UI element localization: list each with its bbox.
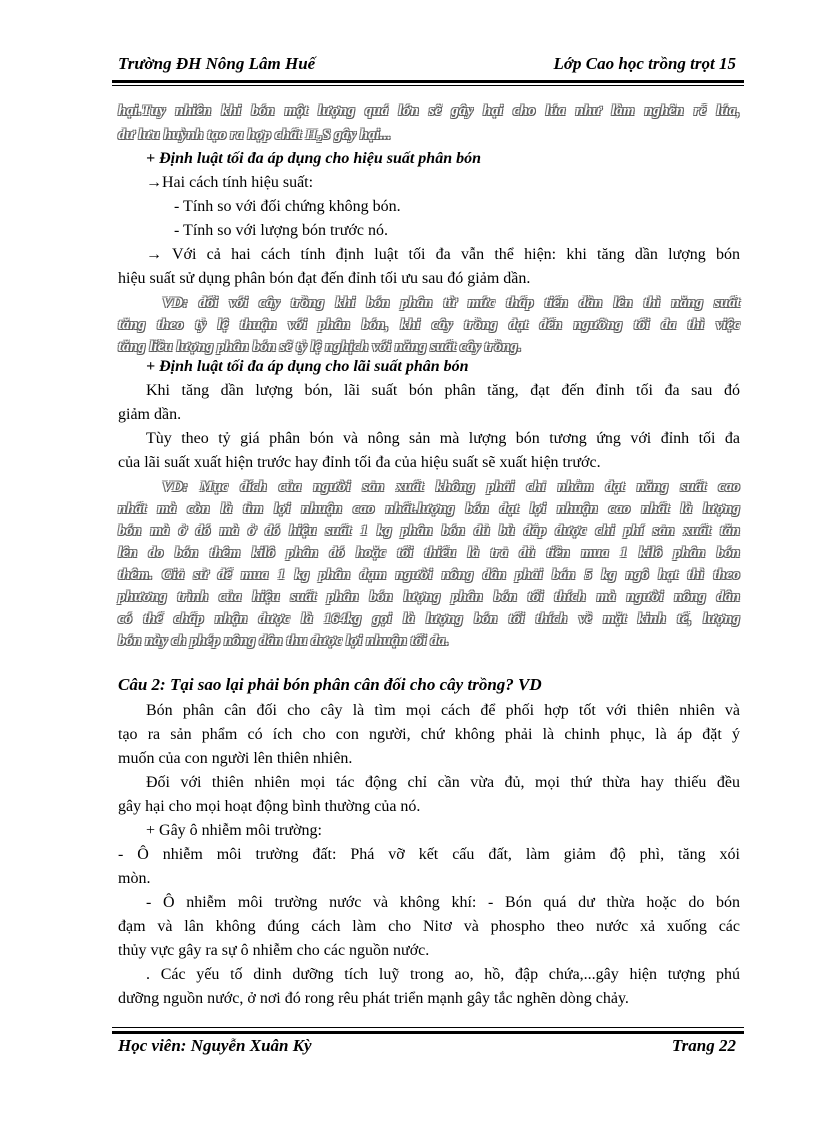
example-line: nhất mà còn là tìm lợi nhuận cao nhất.lượng bón đạt lợi nhuận cao nhất là lượng	[118, 501, 740, 517]
subheading-hieu-suat: + Định luật tối đa áp dụng cho hiệu suất phân bón	[146, 150, 481, 167]
header-class: Lớp Cao học trồng trọt 15	[553, 54, 736, 73]
body-line: hiệu suất sử dụng phân bón đạt đến đỉnh tối ưu sau đó giảm dần.	[118, 270, 531, 287]
footer-page-number: Trang 22	[671, 1036, 736, 1055]
body-line: + Gây ô nhiễm môi trường:	[146, 822, 322, 839]
body-line: Bón phân cân đối cho cây là tìm mọi cách để phối hợp tốt với thiên nhiên và	[146, 702, 740, 719]
body-line: → Với cả hai cách tính định luật tối đa vẫn thể hiện: khi tăng dần lượng bón	[146, 246, 740, 263]
header-rule-thick	[112, 80, 744, 83]
body-line: gây hại cho mọi hoạt động bình thường của nó.	[118, 798, 421, 815]
body-line: →Hai cách tính hiệu suất:	[146, 174, 314, 191]
example-line: thêm. Giả sử để mua 1 kg phân đạm người nông dân phải bán 5 kg ngô hạt thì theo	[118, 567, 740, 583]
footer-student: Học viên: Nguyễn Xuân Kỳ	[118, 1036, 312, 1055]
page-footer	[112, 1032, 744, 1062]
question-heading: Câu 2: Tại sao lại phải bón phân cân đối cho cây trồng? VD	[118, 675, 542, 694]
example-line: có thể chấp nhận được là 164kg gọi là lượng bón tối thích về mặt kinh tế, lượng	[118, 611, 740, 627]
body-line: thủy vực gây ra sự ô nhiễm cho các nguồn nước.	[118, 942, 430, 959]
header-rule-thin	[112, 85, 744, 86]
body-line: - Tính so với đối chứng không bón.	[174, 198, 401, 215]
example-line: phương trình của hiệu suất phân bón lượng phân bón tối thích mà người nông dân	[118, 589, 740, 605]
body-line: - Tính so với lượng bón trước nó.	[174, 222, 388, 239]
body-line: . Các yếu tố dinh dưỡng tích luỹ trong ao, hồ, đập chứa,...gây hiện tượng phú	[146, 966, 740, 983]
example-line: bón mà ở đó mà ở đó hiệu suất 1 kg phân bón đủ bù đắp được chi phí sản xuất tăn	[118, 523, 740, 539]
body-line: - Ô nhiễm môi trường đất: Phá vỡ kết cấu đất, làm giảm độ phì, tăng xói	[118, 846, 740, 863]
body-line: hại.Tuy nhiên khi bón một lượng quá lớn sẽ gây hại cho lúa như làm nghẽn rễ lúa,	[118, 103, 740, 119]
body-line: đạm và lân không đúng cách làm cho Nitơ và phospho theo nước xả xuống các	[118, 918, 740, 935]
header-school: Trường ĐH Nông Lâm Huế	[118, 54, 316, 73]
page-header	[112, 50, 744, 80]
example-line: VD: Mục đích của người sản xuất không phải chỉ nhằm đạt năng suất cao	[162, 479, 740, 495]
body-line: muốn của con người lên thiên nhiên.	[118, 750, 353, 767]
subheading-lai-suat: + Định luật tối đa áp dụng cho lãi suất phân bón	[146, 358, 469, 375]
body-line: tạo ra sản phẩm có ích cho con người, chứ không phải là chinh phục, là áp đặt ý	[118, 726, 740, 743]
body-line: dưỡng nguồn nước, ở nơi đó rong rêu phát triển mạnh gây tắc nghẽn dòng chảy.	[118, 990, 629, 1007]
body-line: giảm dần.	[118, 406, 182, 423]
example-line: tăng theo tỷ lệ thuận với phân bón, khi cây trồng đạt đến ngưỡng tối đa thì việc	[118, 317, 740, 333]
body-line: của lãi suất xuất hiện trước hay đỉnh tối đa của hiệu suất sẽ xuất hiện trước.	[118, 454, 601, 471]
example-line: bón này ch phép nông dân thu được lợi nhuận tối đa.	[118, 633, 450, 649]
body-line: dư lưu huỳnh tạo ra hợp chất H₂S gây hại...	[118, 127, 391, 143]
example-line: VD: đối với cây trồng khi bón phân từ mức thấp tiến dần lên thì năng suất	[162, 295, 740, 311]
body-line: Đối với thiên nhiên mọi tác động chỉ cần vừa đủ, mọi thứ thừa hay thiếu đều	[146, 774, 740, 791]
example-line: tăng liều lượng phân bón sẽ tỷ lệ nghịch với năng suất cây trồng.	[118, 339, 522, 355]
example-line: lên do bón thêm kilô phân đó hoặc tối thiểu là trả đủ tiền mua 1 kilô phân bón	[118, 545, 740, 561]
footer-rule-thin	[112, 1027, 744, 1028]
body-line: Tùy theo tỷ giá phân bón và nông sản mà lượng bón tương ứng với đỉnh tối đa	[146, 430, 740, 447]
body-line: Khi tăng dần lượng bón, lãi suất bón phân tăng, đạt đến đỉnh tối đa sau đó	[146, 382, 740, 399]
body-line: mòn.	[118, 870, 151, 887]
body-line: - Ô nhiễm môi trường nước và không khí: - Bón quá dư thừa hoặc do bón	[146, 894, 740, 911]
